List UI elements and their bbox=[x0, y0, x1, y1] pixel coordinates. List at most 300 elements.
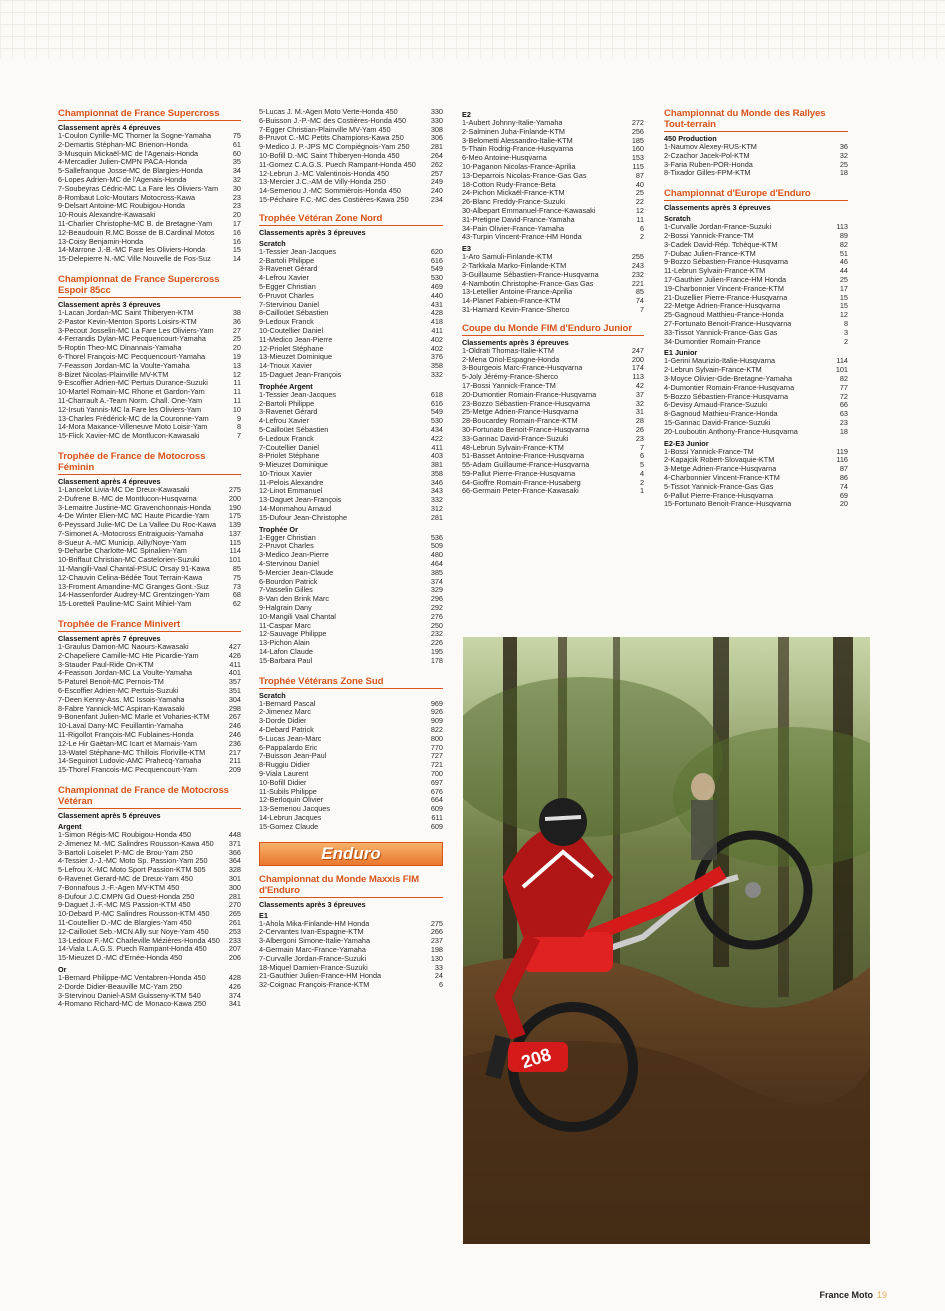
points-value: 440 bbox=[430, 290, 443, 300]
rider-entry: 3-Albergoni Simone-Italie-Yamaha bbox=[259, 937, 370, 946]
result-row bbox=[58, 512, 241, 521]
rider-entry: 20-Dumontier Romain-France-Husqvarna bbox=[462, 390, 597, 399]
points-value: 20 bbox=[232, 210, 241, 220]
category-subtitle: Classements après 3 épreuves bbox=[664, 203, 771, 213]
result-row bbox=[259, 920, 443, 929]
rider-entry: 59-Pallut Pierre-France-Husqvarna bbox=[462, 469, 576, 478]
points-value: 87 bbox=[635, 170, 644, 180]
category-subtitle: E2 bbox=[462, 110, 471, 119]
points-value: 221 bbox=[631, 278, 644, 288]
rider-entry: 1-Tessier Jean-Jacques bbox=[259, 390, 337, 399]
rider-entry: 10-Martel Romain-MC Rhone et Gardon-Yam bbox=[58, 388, 205, 397]
result-row bbox=[259, 362, 443, 371]
result-row bbox=[664, 366, 848, 375]
points-value: 275 bbox=[228, 484, 241, 494]
points-value: 697 bbox=[430, 777, 443, 787]
result-row bbox=[259, 761, 443, 770]
points-value: 250 bbox=[430, 620, 443, 630]
rider-entry: 15-Péchaire F.C.-MC des Costières-Kawa 250 bbox=[259, 195, 409, 204]
result-row bbox=[664, 143, 848, 152]
rider-entry: 8-Sueur A.-MC Municip. Ailly/Noye-Yam bbox=[58, 538, 187, 547]
results-section bbox=[58, 451, 241, 609]
rider-entry: 10-Bofill D.-MC Saint Thiberyen-Honda 450 bbox=[259, 151, 400, 160]
points-value: 60 bbox=[232, 148, 241, 158]
result-row bbox=[664, 161, 848, 170]
category-subtitle: Trophée Or bbox=[259, 524, 298, 534]
rider-entry: 11-Charrault A.-Team Norm. Chall. One-Yam bbox=[58, 396, 203, 405]
results-section bbox=[259, 676, 443, 832]
result-row bbox=[58, 318, 241, 327]
points-value: 298 bbox=[228, 703, 241, 713]
points-value: 226 bbox=[430, 638, 443, 648]
points-value: 17 bbox=[839, 283, 848, 293]
page-number: 19 bbox=[876, 1290, 887, 1300]
rider-entry: 15-Thorel Francois-MC Pecquencourt-Yam bbox=[58, 766, 197, 775]
points-value: 74 bbox=[839, 481, 848, 491]
points-value: 243 bbox=[631, 260, 644, 270]
category-subtitle: Or bbox=[58, 964, 67, 974]
rider-entry: 30-Albepart Emmanuel-France-Kawasaki bbox=[462, 206, 596, 215]
points-value: 25 bbox=[635, 188, 644, 198]
rider-entry: 55-Adam Guillaume-France-Husqvarna bbox=[462, 461, 590, 470]
category-subtitle: Classement après 7 épreuves bbox=[58, 634, 161, 644]
result-row bbox=[259, 452, 443, 461]
results-section bbox=[664, 108, 848, 178]
rider-entry: 2-Bartoli Philippe bbox=[259, 256, 315, 265]
rider-entry: 10-Trioux Xavier bbox=[259, 469, 313, 478]
points-value: 6 bbox=[639, 223, 644, 233]
result-row bbox=[58, 194, 241, 203]
result-row bbox=[259, 700, 443, 709]
rider-entry: 28-Boucardey Romain-France-KTM bbox=[462, 417, 578, 426]
rider-entry: 5-Mercier Jean-Claude bbox=[259, 568, 334, 577]
rider-entry: 24-Pichon Mickaël-France-KTM bbox=[462, 189, 565, 198]
rider-entry: 9-Mieuzet Dominique bbox=[259, 461, 328, 470]
points-value: 549 bbox=[430, 407, 443, 417]
column-4 bbox=[664, 108, 848, 519]
points-value: 341 bbox=[228, 999, 241, 1009]
result-row bbox=[58, 983, 241, 992]
points-value: 232 bbox=[430, 629, 443, 639]
result-row bbox=[462, 145, 644, 154]
rider-entry: 2-Tarkkala Marko-Finlande-KTM bbox=[462, 261, 567, 270]
points-value: 530 bbox=[430, 273, 443, 283]
result-row bbox=[58, 185, 241, 194]
result-row bbox=[664, 456, 848, 465]
points-value: 246 bbox=[228, 721, 241, 731]
points-value: 700 bbox=[430, 769, 443, 778]
points-value: 23 bbox=[839, 417, 848, 427]
result-row bbox=[58, 893, 241, 902]
points-value: 300 bbox=[228, 882, 241, 892]
rider-entry: 51-Basset Antoine-France-Husqvarna bbox=[462, 452, 585, 461]
rider-entry: 3-Metge Adrien-France-Husqvarna bbox=[664, 465, 777, 474]
category-subtitle: Trophée Argent bbox=[259, 381, 313, 391]
rider-entry: 9-Daguet J.-F.-MC MS Passion-KTM 450 bbox=[58, 901, 191, 910]
points-value: 32 bbox=[635, 398, 644, 408]
result-row bbox=[259, 630, 443, 639]
points-value: 236 bbox=[228, 738, 241, 748]
result-row bbox=[462, 262, 644, 271]
category-subtitle: Scratch bbox=[664, 214, 691, 224]
result-row bbox=[259, 470, 443, 479]
result-row bbox=[58, 661, 241, 670]
points-value: 73 bbox=[232, 581, 241, 591]
rider-entry: 13-Daguet Jean-François bbox=[259, 496, 342, 505]
points-value: 17 bbox=[232, 218, 241, 228]
rider-entry: 4-Debard Patrick bbox=[259, 726, 314, 735]
results-section bbox=[259, 213, 443, 666]
result-row bbox=[259, 408, 443, 417]
points-value: 12 bbox=[232, 369, 241, 379]
points-value: 237 bbox=[430, 936, 443, 946]
result-row bbox=[58, 397, 241, 406]
category-subtitle: Scratch bbox=[259, 690, 286, 700]
column-3 bbox=[462, 108, 644, 506]
result-row bbox=[259, 928, 443, 937]
rider-entry: 13-Watel Stéphane-MC Thillois Floriville-KTM bbox=[58, 748, 206, 757]
result-row bbox=[58, 945, 241, 954]
points-value: 422 bbox=[430, 433, 443, 443]
points-value: 130 bbox=[430, 953, 443, 963]
rider-entry: 14-Monmahou Arnaud bbox=[259, 505, 332, 514]
points-value: 28 bbox=[635, 416, 644, 426]
rider-entry: 15-Gomez Claude bbox=[259, 822, 319, 831]
rider-entry: 18-Cotton Rudy-France-Beta bbox=[462, 180, 556, 189]
rider-entry: 12-Chauvin Celina-Bédée Tout Terrain-Kawa bbox=[58, 573, 203, 582]
result-row bbox=[259, 426, 443, 435]
points-value: 357 bbox=[228, 677, 241, 687]
rider-entry: 15-Delepierre N.-MC Ville Nouvelle de Fos-Suz bbox=[58, 255, 211, 264]
rider-entry: 15-Flick Xavier-MC de Montlucon-Kawasaki bbox=[58, 432, 200, 441]
rider-entry: 2-Dorde Didier-Beauville MC-Yam 250 bbox=[58, 982, 182, 991]
rider-entry: 25-Gagnoud Matthieu-France-Honda bbox=[664, 311, 784, 320]
points-value: 66 bbox=[839, 400, 848, 410]
rider-entry: 31-Pretigne David-France-Yamaha bbox=[462, 215, 575, 224]
points-value: 281 bbox=[430, 142, 443, 152]
points-value: 253 bbox=[228, 926, 241, 936]
points-value: 174 bbox=[631, 363, 644, 373]
points-value: 139 bbox=[228, 520, 241, 530]
result-row bbox=[259, 796, 443, 805]
rider-entry: 7-Vasselin Gilles bbox=[259, 586, 313, 595]
result-row bbox=[664, 241, 848, 250]
points-value: 464 bbox=[430, 559, 443, 569]
points-value: 266 bbox=[430, 927, 443, 937]
result-row bbox=[664, 419, 848, 428]
rider-entry: 12-Le Hir Gaëtan-MC Icart et Marnais-Yam bbox=[58, 739, 197, 748]
points-value: 11 bbox=[233, 395, 241, 405]
rider-entry: 1-Ahola Mika-Finlande-HM Honda bbox=[259, 919, 370, 928]
rider-entry: 11-Mangili-Vaal Chantal-PSUC Orsay 91-Kawa bbox=[58, 565, 210, 574]
points-value: 137 bbox=[228, 528, 241, 538]
result-row bbox=[462, 435, 644, 444]
points-value: 721 bbox=[430, 760, 443, 770]
rider-entry: 1-Curvalle Jordan-France-Suzuki bbox=[664, 223, 772, 232]
category-subtitle: Scratch bbox=[259, 238, 286, 248]
rider-entry: 22-Metge Adrien-France-Husqvarna bbox=[664, 302, 781, 311]
result-row bbox=[259, 569, 443, 578]
rider-entry: 8-Tixador Gilles-FPM-KTM bbox=[664, 169, 751, 178]
rider-entry: 10-Laval Dany-MC Feuillantin-Yamaha bbox=[58, 722, 184, 731]
points-value: 62 bbox=[232, 599, 241, 609]
rider-entry: 6-Escoffier Adrien-MC Pertuis-Suzuki bbox=[58, 687, 179, 696]
rider-entry: 7-Soubeyras Cédric-MC La Fare les Oliviers-Yam bbox=[58, 184, 219, 193]
rider-entry: 14-Semenou J.-MC Sommièrois-Honda 450 bbox=[259, 187, 401, 196]
result-row bbox=[58, 388, 241, 397]
result-row bbox=[462, 364, 644, 373]
rider-entry: 12-Berloquin Olivier bbox=[259, 796, 324, 805]
category-subtitle: Classement après 5 épreuves bbox=[58, 811, 161, 821]
rider-entry: 6-Buisson J.-P.-MC des Costières-Honda 450 bbox=[259, 116, 407, 125]
result-row bbox=[259, 435, 443, 444]
points-value: 8 bbox=[236, 422, 241, 432]
result-row bbox=[664, 285, 848, 294]
points-value: 480 bbox=[430, 550, 443, 560]
rider-entry: 21-Gauthier Julien-France-HM Honda bbox=[259, 972, 382, 981]
points-value: 10 bbox=[232, 404, 241, 414]
result-row bbox=[664, 401, 848, 410]
result-row bbox=[58, 574, 241, 583]
points-value: 11 bbox=[233, 387, 241, 397]
points-value: 926 bbox=[430, 707, 443, 717]
result-row bbox=[259, 126, 443, 135]
result-row bbox=[664, 302, 848, 311]
rider-entry: 25-Metge Adrien-France-Husqvarna bbox=[462, 408, 579, 417]
rider-entry: 1-Aubert Johnny-Italie-Yamaha bbox=[462, 119, 563, 127]
points-value: 211 bbox=[229, 756, 241, 766]
points-value: 261 bbox=[228, 917, 241, 927]
points-value: 256 bbox=[631, 126, 644, 136]
rider-entry: 4-Tessier J.-J.-MC Moto Sp. Passion-Yam 250 bbox=[58, 857, 208, 866]
points-value: 909 bbox=[430, 716, 443, 726]
result-row bbox=[462, 306, 644, 315]
result-row bbox=[259, 371, 443, 380]
rider-entry: 2-Salminen Juha-Finlande-KTM bbox=[462, 127, 566, 136]
rider-entry: 13-Charles Frédérick-MC de la Couronne-Yam bbox=[58, 414, 209, 423]
rider-entry: 5-Lucas J. M.-Agen Moto Verte-Honda 450 bbox=[259, 108, 398, 116]
points-value: 25 bbox=[232, 334, 241, 344]
rider-entry: 1-Oldrati Thomas-Italie-KTM bbox=[462, 346, 554, 355]
result-row bbox=[259, 779, 443, 788]
points-value: 366 bbox=[228, 847, 241, 857]
points-value: 209 bbox=[228, 765, 241, 775]
result-row bbox=[259, 444, 443, 453]
points-value: 609 bbox=[430, 804, 443, 814]
results-section bbox=[462, 323, 644, 497]
rider-entry: 3-Musquin Mickaël-MC de l'Agenais-Honda bbox=[58, 149, 199, 158]
points-value: 153 bbox=[631, 153, 644, 163]
result-row bbox=[58, 530, 241, 539]
result-row bbox=[664, 375, 848, 384]
result-row bbox=[664, 384, 848, 393]
points-value: 296 bbox=[430, 594, 443, 604]
points-value: 330 bbox=[430, 115, 443, 125]
rider-entry: 33-Gannac David-France-Suzuki bbox=[462, 434, 569, 443]
points-value: 676 bbox=[430, 786, 443, 796]
rider-entry: 34-Pain Olivier-France-Yamaha bbox=[462, 224, 565, 233]
result-row bbox=[58, 539, 241, 548]
points-value: 618 bbox=[430, 389, 443, 399]
rider-entry: 11-Coutellier D.-MC de Blargies-Yam 450 bbox=[58, 918, 192, 927]
result-row bbox=[58, 486, 241, 495]
rider-entry: 2-Bossi Yannick-France-TM bbox=[664, 231, 754, 240]
rider-entry: 2-Kapajcik Robert-Slovaquie-KTM bbox=[664, 456, 775, 465]
rider-entry: 20-Louboutin Anthony-France-Husqvarna bbox=[664, 427, 798, 436]
result-row bbox=[58, 362, 241, 371]
category-subtitle: Classements après 3 épreuves bbox=[462, 337, 569, 347]
result-row bbox=[259, 345, 443, 354]
enduro-banner bbox=[259, 842, 443, 866]
points-value: 36 bbox=[839, 142, 848, 151]
points-value: 207 bbox=[228, 944, 241, 954]
points-value: 246 bbox=[228, 730, 241, 740]
result-row bbox=[462, 198, 644, 207]
result-row bbox=[259, 622, 443, 631]
result-row bbox=[58, 415, 241, 424]
result-row bbox=[58, 229, 241, 238]
points-value: 5 bbox=[639, 460, 644, 470]
result-row bbox=[462, 280, 644, 289]
result-row bbox=[462, 444, 644, 453]
points-value: 434 bbox=[430, 424, 443, 434]
rider-entry: 5-Roptin Theo-MC Dinannais-Yamaha bbox=[58, 344, 182, 353]
points-value: 401 bbox=[228, 668, 241, 678]
rider-entry: 7-Coutellier Daniel bbox=[259, 443, 320, 452]
rider-entry: 3-Stervinou Daniel-ASM Guisseny-KTM 540 bbox=[58, 991, 201, 1000]
points-value: 27 bbox=[232, 325, 241, 335]
points-value: 6 bbox=[438, 980, 443, 990]
points-value: 403 bbox=[430, 451, 443, 461]
section-title: Championnat de France Supercross Espoir 85cc bbox=[58, 274, 241, 298]
rider-entry: 1-Naumov Alexey-RUS-KTM bbox=[664, 143, 757, 151]
category-subtitle: E2-E3 Junior bbox=[664, 438, 709, 448]
result-row bbox=[58, 643, 241, 652]
points-value: 7 bbox=[639, 304, 644, 314]
result-row bbox=[462, 288, 644, 297]
points-value: 249 bbox=[430, 177, 443, 187]
result-row bbox=[58, 176, 241, 185]
rider-entry: 2-Cervantes Ivan-Espagne-KTM bbox=[259, 928, 364, 937]
column-2 bbox=[259, 108, 443, 1000]
rider-entry: 7-Buisson Jean-Paul bbox=[259, 752, 327, 761]
points-value: 101 bbox=[228, 555, 241, 565]
result-row bbox=[58, 255, 241, 264]
rider-entry: 9-Medico J. P.-JPS MC Compiégnois-Yam 250 bbox=[259, 143, 410, 152]
result-row bbox=[259, 309, 443, 318]
rider-entry: 4-Feasson Jordan-MC La Voulte-Yamaha bbox=[58, 669, 193, 678]
rider-entry: 8-Dufour J.C.CMPN Gd Ouest-Honda 250 bbox=[58, 892, 195, 901]
rider-entry: 4-De Winter Elien-MC MC Haute Picardie-Yam bbox=[58, 512, 210, 521]
points-value: 240 bbox=[430, 186, 443, 196]
rider-entry: 4-Romano Richard-MC de Monaco-Kawa 250 bbox=[58, 1000, 207, 1009]
result-row bbox=[259, 752, 443, 761]
rider-entry: 15-Mieuzet D.-MC d'Ernée-Honda 450 bbox=[58, 954, 183, 963]
rider-entry: 3-Dorde Didier bbox=[259, 717, 307, 726]
result-row bbox=[58, 211, 241, 220]
points-value: 727 bbox=[430, 751, 443, 761]
rider-entry: 3-Moyce Olivier-Gde-Bretagne-Yamaha bbox=[664, 374, 793, 383]
rider-entry: 43-Turpin Vincent-France-HM Honda bbox=[462, 233, 582, 242]
points-value: 255 bbox=[631, 252, 644, 262]
points-value: 75 bbox=[232, 572, 241, 582]
result-row bbox=[58, 583, 241, 592]
points-value: 351 bbox=[228, 686, 241, 696]
result-row bbox=[259, 327, 443, 336]
points-value: 364 bbox=[228, 856, 241, 866]
points-value: 175 bbox=[228, 511, 241, 521]
rider-entry: 11-Charlier Christophe-MC B. de Bretagne-Yam bbox=[58, 219, 213, 228]
rider-entry: 6-Peyssard Julie-MC De La Vallee Du Roc-Kawa bbox=[58, 521, 217, 530]
points-value: 270 bbox=[228, 900, 241, 910]
rider-entry: 7-Curvalle Jordan-France-Suzuki bbox=[259, 954, 367, 963]
points-value: 23 bbox=[232, 201, 241, 211]
result-row bbox=[58, 849, 241, 858]
result-row bbox=[664, 465, 848, 474]
points-value: 469 bbox=[430, 281, 443, 291]
rider-entry: 17-Gauthier Julien-France-HM Honda bbox=[664, 275, 787, 284]
points-value: 37 bbox=[635, 389, 644, 399]
rider-entry: 5-Egger Christian bbox=[259, 282, 316, 291]
rider-entry: 1-Simon Régis-MC Roubigou-Honda 450 bbox=[58, 831, 192, 840]
points-value: 190 bbox=[228, 502, 241, 512]
points-value: 306 bbox=[430, 133, 443, 143]
points-value: 13 bbox=[232, 360, 241, 370]
results-section bbox=[58, 785, 241, 1009]
rider-entry: 3-Cadek David-Rép. Tchèque-KTM bbox=[664, 240, 778, 249]
result-row bbox=[259, 248, 443, 257]
rider-entry: 8-Rombaut Loïc-Moutars Motocross-Kawa bbox=[58, 193, 196, 202]
result-row bbox=[58, 565, 241, 574]
rider-entry: 6-Meo Antoine-Husqvarna bbox=[462, 154, 547, 163]
points-value: 3 bbox=[843, 327, 848, 337]
rider-entry: 6-Pallut Pierre-France-Husqvarna bbox=[664, 491, 774, 500]
results-section bbox=[58, 108, 241, 264]
result-row bbox=[259, 586, 443, 595]
rider-entry: 2-Chapeliere Camille-MC Hte Picardie-Yam bbox=[58, 651, 199, 660]
photo-illustration bbox=[463, 637, 870, 1244]
rider-entry: 17-Bossi Yannick-France-TM bbox=[462, 381, 556, 390]
rider-entry: 11-Subils Philippe bbox=[259, 787, 317, 796]
result-row bbox=[462, 172, 644, 181]
result-row bbox=[58, 600, 241, 609]
section-title: Championnat de France de Motocross Vétéran bbox=[58, 785, 241, 809]
rider-entry: 14-Mora Maxance-Villeneuve Moto Loisir-Yam bbox=[58, 423, 208, 432]
result-row bbox=[259, 560, 443, 569]
result-row bbox=[259, 353, 443, 362]
result-row bbox=[259, 604, 443, 613]
points-value: 265 bbox=[228, 909, 241, 919]
result-row bbox=[58, 687, 241, 696]
points-value: 217 bbox=[228, 747, 241, 757]
rider-entry: 3-Belometti Alessandro-Italie-KTM bbox=[462, 136, 573, 145]
result-row bbox=[259, 744, 443, 753]
category-subtitle: Classement après 4 épreuves bbox=[58, 476, 161, 486]
rider-entry: 8-Bizet Nicolas-Plainville MV-KTM bbox=[58, 370, 169, 379]
points-value: 200 bbox=[631, 354, 644, 364]
points-value: 376 bbox=[430, 352, 443, 362]
rider-entry: 34-Dumontier Romain-France bbox=[664, 337, 761, 346]
result-row bbox=[58, 731, 241, 740]
rider-entry: 9-Deharbe Charlotte-MC Spinalien-Yam bbox=[58, 547, 187, 556]
rider-entry: 2-Jimenez M.-MC Salindres Rousson-Kawa 450 bbox=[58, 839, 214, 848]
points-value: 6 bbox=[639, 451, 644, 461]
points-value: 42 bbox=[635, 380, 644, 390]
points-value: 32 bbox=[839, 150, 848, 160]
points-value: 61 bbox=[232, 139, 241, 149]
result-row bbox=[259, 152, 443, 161]
result-row bbox=[664, 294, 848, 303]
